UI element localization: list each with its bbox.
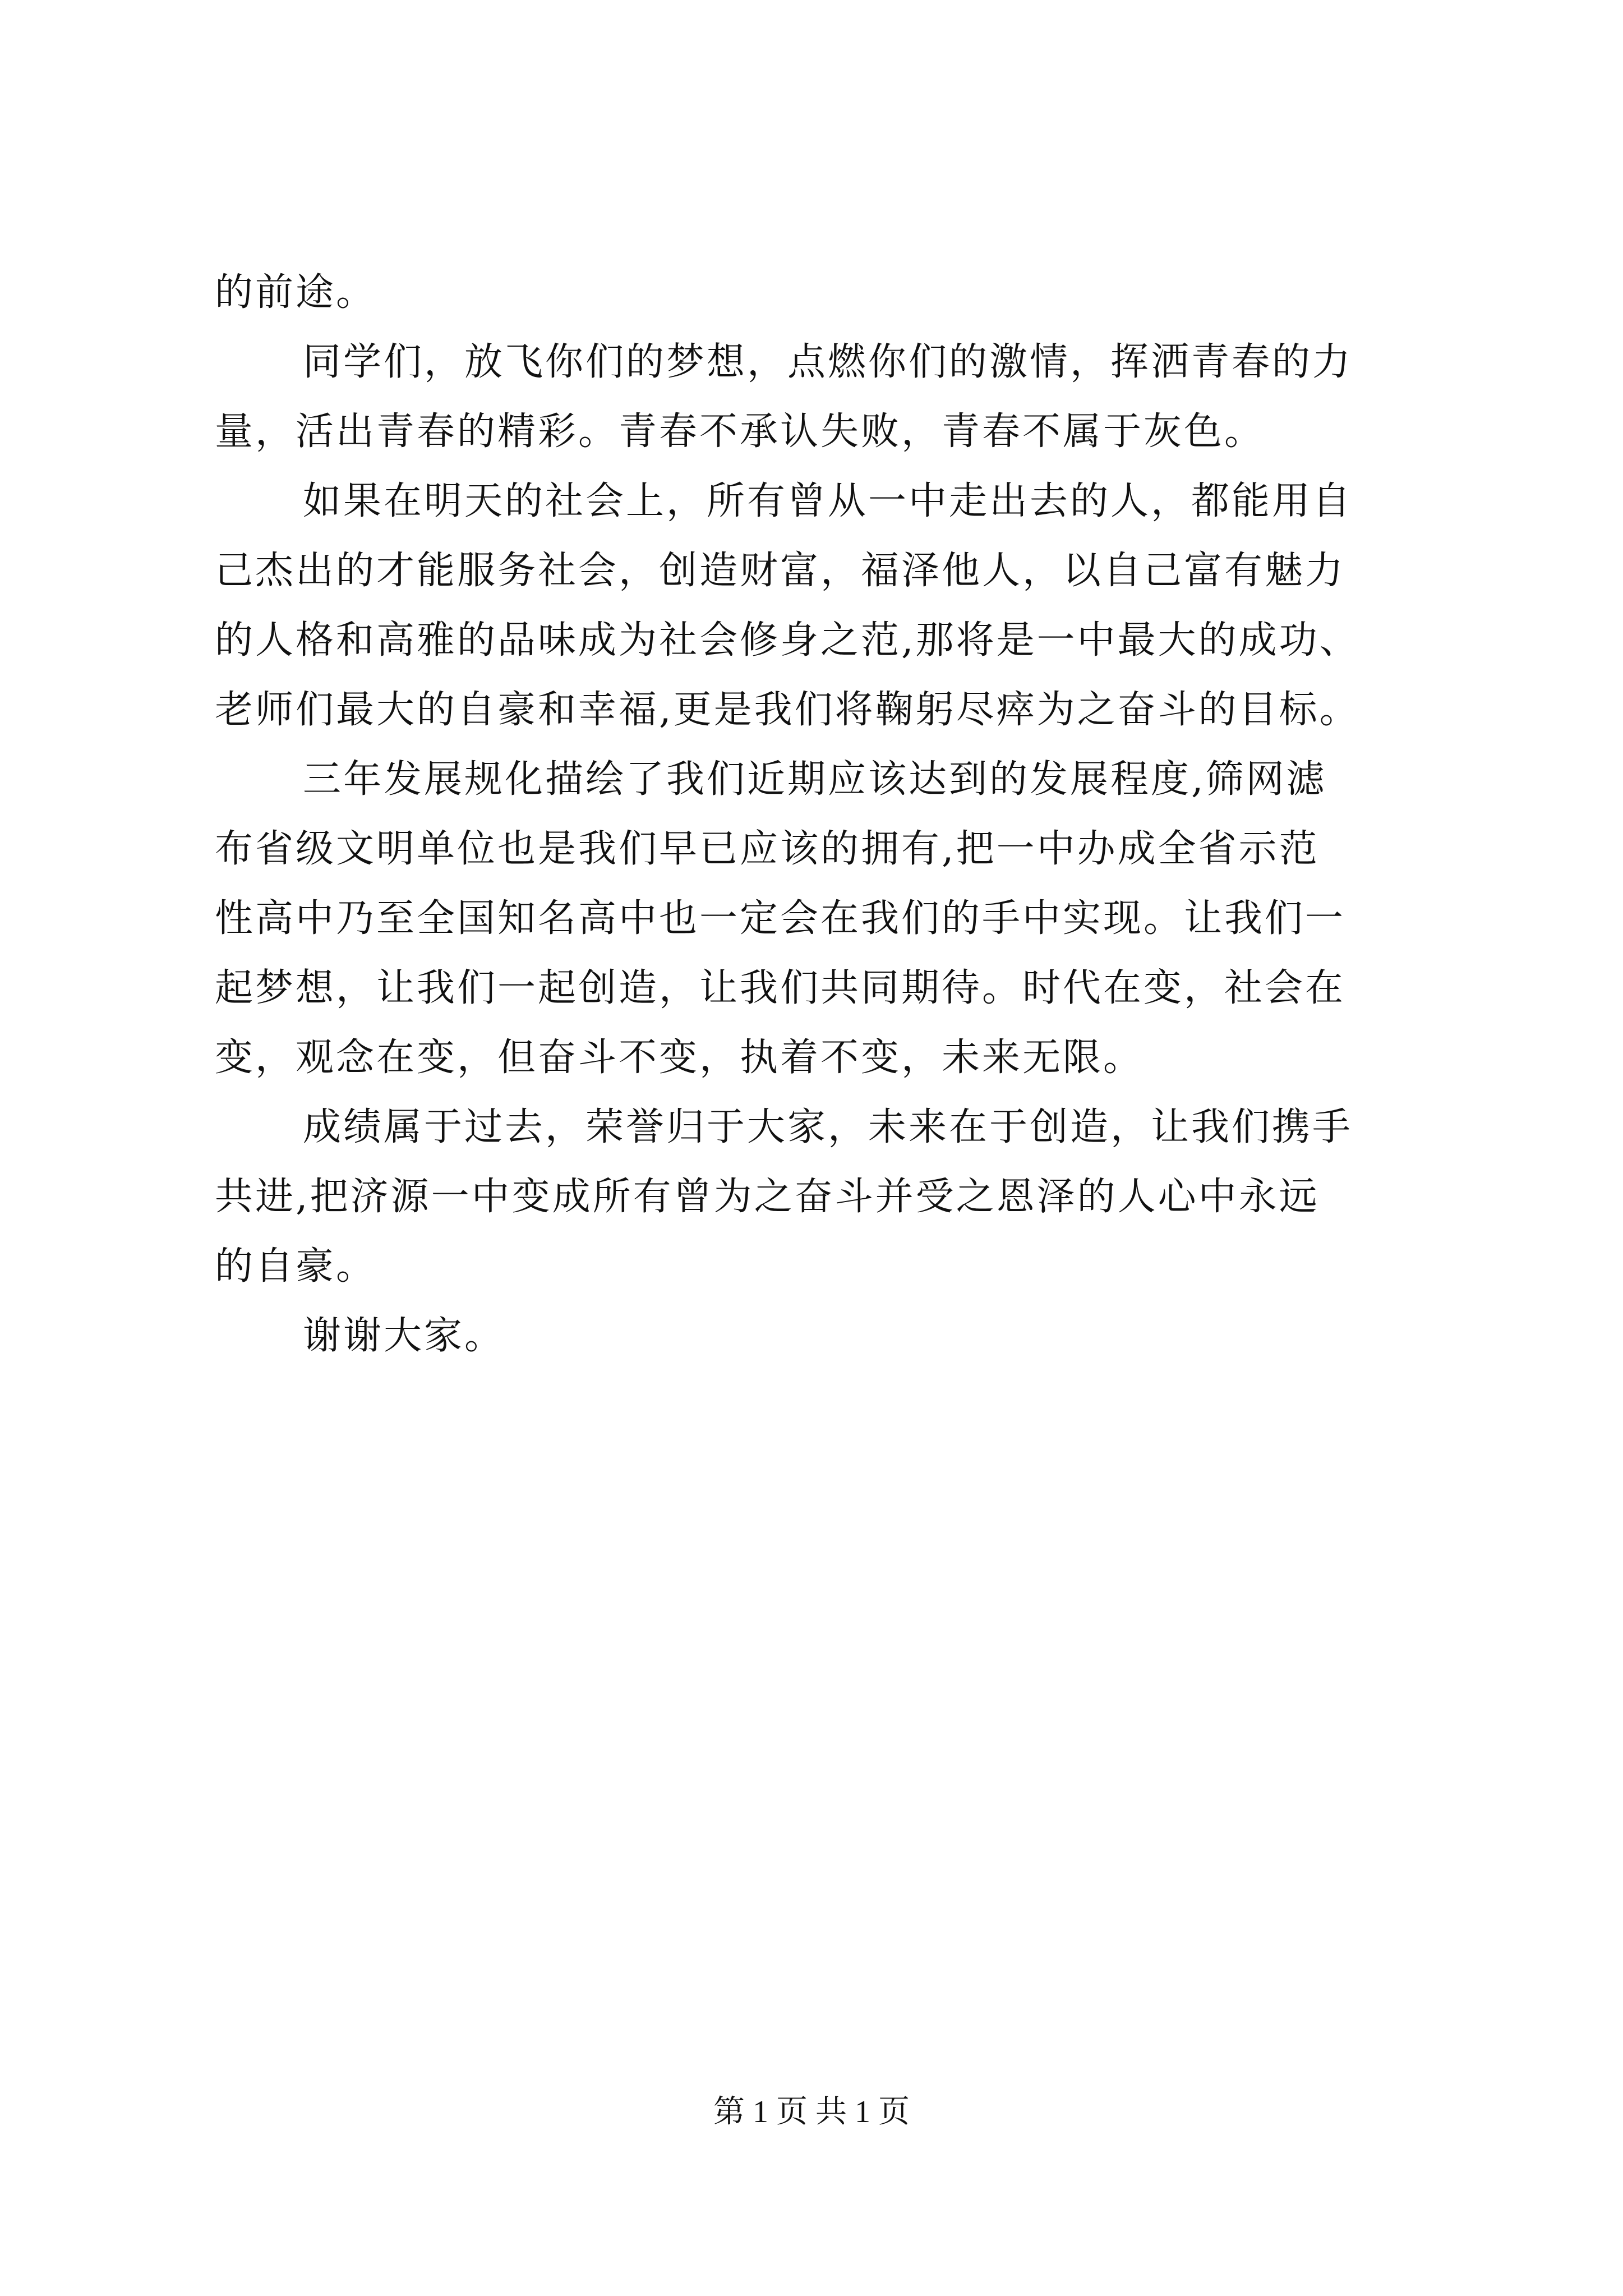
text-line: 量，活出青春的精彩。青春不承认失败，青春不属于灰色。 <box>215 409 1265 454</box>
text-line: 三年发展规化描绘了我们近期应该达到的发展程度,筛网滤 <box>303 757 1327 802</box>
text-line: 的前途。 <box>215 270 377 315</box>
text-line: 老师们最大的自豪和幸福,更是我们将鞠躬尽瘁为之奋斗的目标。 <box>215 688 1360 732</box>
text-line: 起梦想，让我们一起创造，让我们共同期待。时代在变，社会在 <box>215 966 1346 1010</box>
text-line: 谢谢大家。 <box>303 1314 505 1358</box>
text-line: 共进,把济源一中变成所有曾为之奋斗并受之恩泽的人心中永远 <box>215 1175 1320 1219</box>
text-line: 同学们，放飞你们的梦想，点燃你们的激情，挥洒青春的力 <box>303 340 1353 384</box>
text-line: 己杰出的才能服务社会，创造财富，福泽他人，以自己富有魅力 <box>215 549 1346 593</box>
text-line: 如果在明天的社会上，所有曾从一中走出去的人，都能用自 <box>303 479 1353 523</box>
document-body <box>215 258 1437 1371</box>
text-line: 变，观念在变，但奋斗不变，执着不变，未来无限。 <box>215 1036 1144 1080</box>
text-line: 布省级文明单位也是我们早已应该的拥有,把一中办成全省示范 <box>215 827 1320 871</box>
text-line: 性高中乃至全国知名高中也一定会在我们的手中实现。让我们一 <box>215 896 1346 941</box>
page-number-footer: 第 1 页 共 1 页 <box>713 2095 910 2129</box>
text-line: 的自豪。 <box>215 1244 377 1289</box>
text-line: 成绩属于过去，荣誉归于大家，未来在于创造，让我们携手 <box>303 1105 1353 1149</box>
text-line: 的人格和高雅的品味成为社会修身之范,那将是一中最大的成功、 <box>215 618 1360 662</box>
